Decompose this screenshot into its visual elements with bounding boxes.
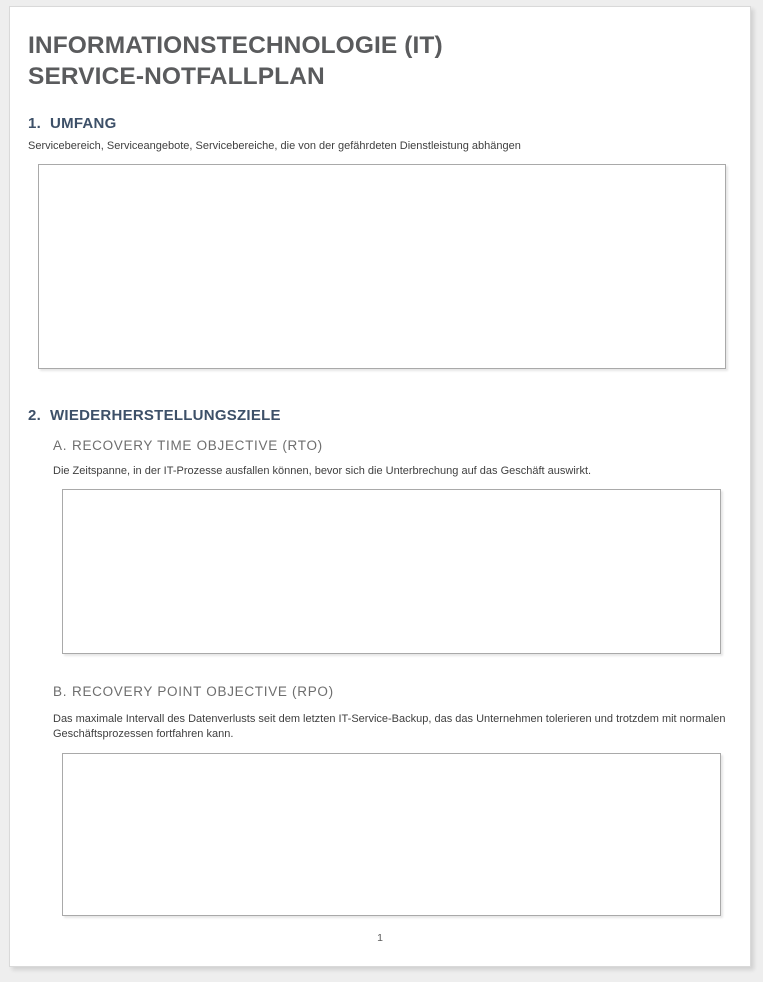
page-content [10,7,750,966]
answer-box-rpo[interactable] [62,753,721,916]
spacer [28,453,738,464]
subsection-letter-b: B. [53,684,68,700]
document-title-line-1: INFORMATIONSTECHNOLOGIE (IT) [28,32,443,59]
spacer [28,742,738,753]
subsection-rpo-body [53,712,738,742]
subsection-rto [53,438,738,453]
subsection-heading-b [53,684,738,699]
subsection-title-b: RECOVERY POINT OBJECTIVE (RPO) [72,684,334,700]
document-page [9,6,751,967]
subsection-rpo [53,684,738,699]
section-number-1: 1. [28,114,42,132]
subsection-rto-body [53,464,738,479]
answer-box-scope[interactable] [38,164,726,369]
document-title-line-2: SERVICE-NOTFALLPLAN [28,63,325,91]
spacer [28,93,738,115]
spacer [28,424,738,438]
answer-box-rto[interactable] [62,489,721,654]
spacer [28,132,738,139]
subsection-description-a: Die Zeitspanne, in der IT-Prozesse ausfallen können, bevor sich die Unterbrechung auf das Geschäft auswirkt. [53,464,592,477]
spacer [28,479,738,489]
section-heading-2 [28,407,738,424]
subsection-description-b: Das maximale Intervall des Datenverlusts seit dem letzten IT-Service-Backup, das das Unternehmen tolerieren und trotzdem mit normalen Geschäftsprozessen fortfahren kann. [53,713,726,741]
spacer [28,654,738,684]
subsection-title-a: RECOVERY TIME OBJECTIVE (RTO) [72,437,323,453]
spacer [28,369,738,407]
subsection-heading-a [53,438,738,453]
subsection-letter-a: A. [53,437,68,453]
section-heading-1 [28,115,738,132]
section-description-1: Servicebereich, Serviceangebote, Servicebereiche, die von der gefährdeten Dienstleistung abhängen [28,139,521,152]
spacer [28,154,738,164]
spacer [28,699,738,712]
section-title-1: UMFANG [50,114,117,132]
section-number-2: 2. [28,406,42,424]
page-number: 1 [377,932,383,944]
document-title [28,30,738,93]
section-title-2: WIEDERHERSTELLUNGSZIELE [50,406,281,424]
